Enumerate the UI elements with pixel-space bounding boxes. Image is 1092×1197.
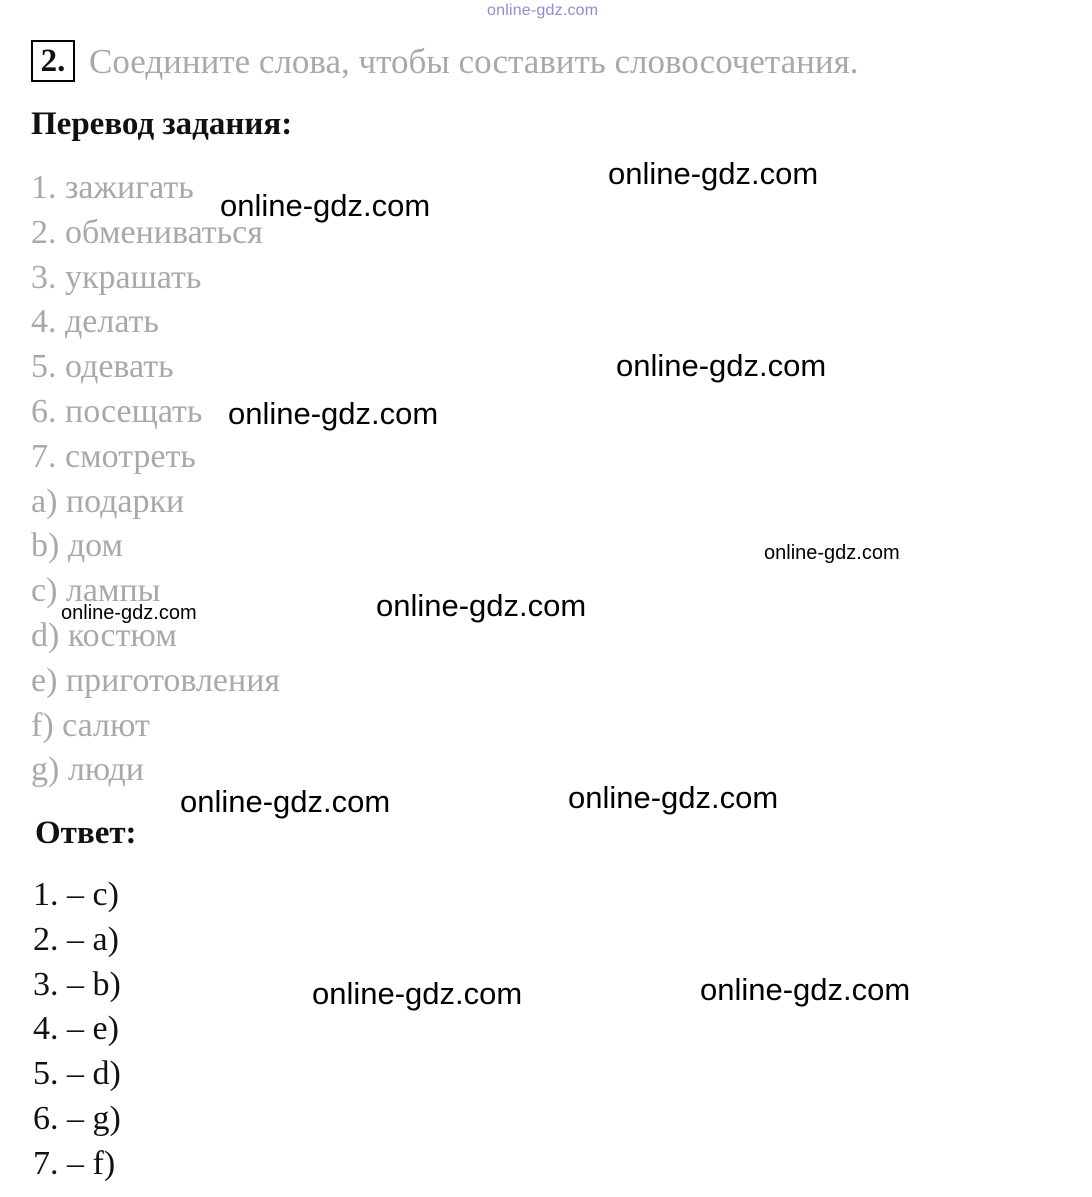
word-list <box>31 166 280 793</box>
list-item: c) лампы <box>31 572 161 610</box>
list-item: g) люди <box>31 751 144 789</box>
answer-list <box>33 873 121 1187</box>
list-item: b) дом <box>31 527 123 565</box>
answer-item: 1. – c) <box>33 876 119 913</box>
list-item: 7. смотреть <box>31 437 196 475</box>
watermark: online-gdz.com <box>764 542 900 564</box>
watermark: online-gdz.com <box>568 780 779 815</box>
list-item: 6. посещать <box>31 392 203 430</box>
watermark: online-gdz.com <box>608 156 819 191</box>
answer-item: 3. – b) <box>33 965 121 1003</box>
watermark: online-gdz.com <box>312 976 523 1011</box>
list-item: 5. одевать <box>31 348 174 386</box>
list-item: 4. делать <box>31 303 159 341</box>
top-watermark: online-gdz.com <box>487 2 599 19</box>
list-item: 3. украшать <box>31 258 202 296</box>
answer-item: 5. – d) <box>33 1055 121 1093</box>
task-instruction: Соедините слова, чтобы составить словосочетания. <box>89 42 859 81</box>
answer-item: 6. – g) <box>33 1099 121 1137</box>
answer-item: 2. – a) <box>33 920 119 958</box>
list-item: a) подарки <box>31 482 185 520</box>
watermark: online-gdz.com <box>180 784 391 819</box>
task-number-badge: 2. <box>31 40 75 82</box>
list-item: 2. обмениваться <box>31 213 263 251</box>
watermark: online-gdz.com <box>61 602 197 624</box>
list-item: d) костюм <box>31 616 177 654</box>
list-item: e) приготовления <box>31 661 281 699</box>
translation-heading: Перевод задания: <box>31 106 293 142</box>
watermark: online-gdz.com <box>616 348 827 383</box>
watermark: online-gdz.com <box>220 188 431 223</box>
answer-item: 7. – f) <box>33 1144 116 1182</box>
answer-item: 4. – e) <box>33 1010 119 1048</box>
list-item: f) салют <box>31 706 150 744</box>
watermark: online-gdz.com <box>700 972 911 1007</box>
watermark: online-gdz.com <box>228 396 439 431</box>
watermark: online-gdz.com <box>376 588 587 623</box>
list-item: 1. зажигать <box>31 169 194 206</box>
answer-heading: Ответ: <box>35 815 137 851</box>
